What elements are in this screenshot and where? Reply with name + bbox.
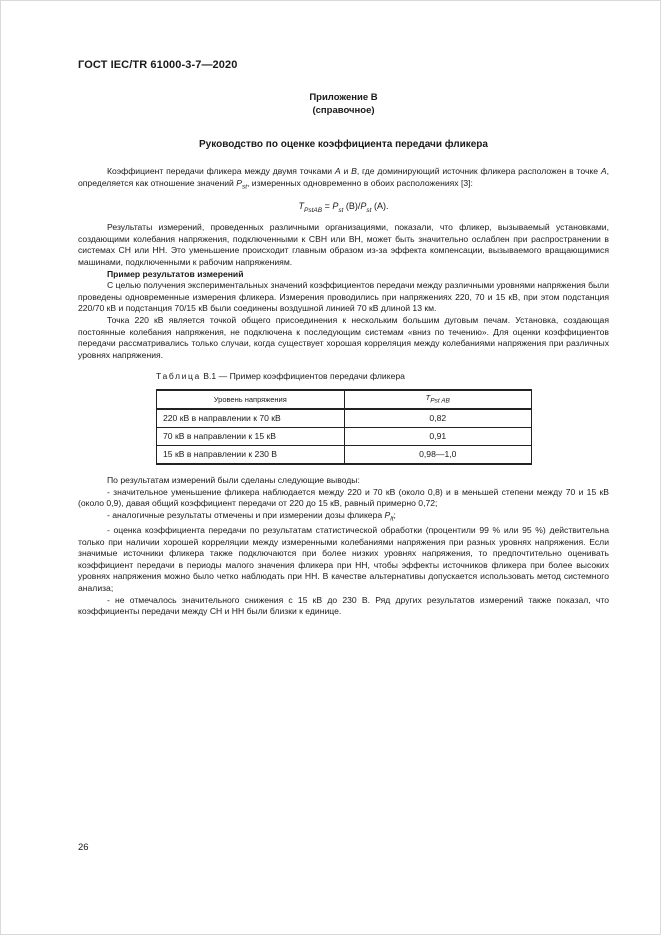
cell-voltage-level: 220 кВ в направлении к 70 кВ xyxy=(157,409,345,428)
table-caption: Таблица B.1 — Пример коэффициентов передачи фликера xyxy=(156,371,405,382)
table-row xyxy=(157,446,532,465)
cell-coefficient: 0,98—1,0 xyxy=(344,446,531,465)
section-title: Руководство по оценке коэффициента передачи фликера xyxy=(199,139,488,150)
example-heading: Пример результатов измерений xyxy=(107,268,244,279)
example-paragraph-2: Точка 220 кВ является точкой общего присоединения к нескольким большим дуговым печам. Установка, создающая постоянные колебания напряжения, не подключена к последующим системам «вниз по течению». Для оценки коэффициентов передачи рассматривались только случаи, когда существует хорошая корреляция между колебаниями напряжения при различных уровнях напряжения. xyxy=(78,315,609,360)
table-header-row xyxy=(157,390,532,409)
conclusion-item: - оценка коэффициента передачи по результатам статистической обработки (процентили 99 % или 95 %) действительна только при наличии хорошей корреляции между измеренными колебаниями напряжения при разных уровнях напряжения. Если значимые источники фликера также подключаются при более низких уровнях напряжения, то предпочтительно оценивать коэффициент передачи в периоды малого значения фликера при НН, чтобы эффекты источников фликера при более высоких уровнях напряжения можно было четко наблюдать при НН. В качестве альтернативы допускается использовать метод системного анализа; xyxy=(78,525,609,594)
transfer-coefficient-table xyxy=(156,389,532,465)
cell-voltage-level: 15 кВ в направлении к 230 В xyxy=(157,446,345,465)
document-body xyxy=(78,166,609,618)
page-number: 26 xyxy=(78,842,89,853)
table-row xyxy=(157,409,532,428)
cell-coefficient: 0,82 xyxy=(344,409,531,428)
column-header-coefficient: $T_{Pst AB}$ xyxy=(344,390,531,409)
appendix-title: Приложение B xyxy=(309,92,378,103)
conclusion-item: - аналогичные результаты отмечены и при измерении дозы фликера $P_{lt}$; xyxy=(107,509,396,523)
conclusions-intro: По результатам измерений были сделаны следующие выводы: xyxy=(107,475,360,486)
results-paragraph: Результаты измерений, проведенных различными организациями, показали, что фликер, вызываемый установками, создающими колебания напряжения, подключенными к СВН или ВН, может быть значительно ослаблен при распространении в системах СН или НН. Это уменьшение происходит главным образом из-за эффекта компенсации, вызываемого вращающимися машинами, подключенными к рабочим напряжениям. xyxy=(78,222,609,268)
intro-paragraph: Коэффициент передачи фликера между двумя точками A и B, где доминирующий источник фликера расположен в точке A, определяется как отношение значений $P_{st}$, измеренных одновременно в обоих расположениях [3]: xyxy=(78,166,609,191)
cell-voltage-level: 70 кВ в направлении к 15 кВ xyxy=(157,428,345,446)
appendix-heading xyxy=(78,91,609,117)
conclusion-item: - значительное уменьшение фликера наблюдается между 220 и 70 кВ (около 0,8) и в меньшей степени между 70 и 15 кВ (около 0,9), давая общий коэффициент передачи от 220 до 15 кВ, равный примерно 0,72; xyxy=(78,486,609,509)
conclusions xyxy=(78,475,609,618)
transfer-coefficient-formula: $T_{PstAB} = P_{st}$ $(B)/P_{st}$ (A). xyxy=(298,200,389,214)
appendix-subtitle: (справочное) xyxy=(312,105,375,116)
table-row xyxy=(157,428,532,446)
conclusion-item: - не отмечалось значительного снижения с 15 кВ до 230 В. Ряд других результатов измерений также показал, что коэффициенты передачи между СН и НН были близки к единице. xyxy=(78,594,609,617)
example-paragraph-1: С целью получения экспериментальных значений коэффициентов передачи между различными уровнями напряжения были проведены одновременные измерения фликера. Измерения проводились при напряжениях 220, 70 и 15 кВ, при этом подстанция 220/70 кВ и подстанция 70/15 кВ были соединены воздушной линией 70 кВ длиной 13 км. xyxy=(78,280,609,314)
column-header-voltage-level: Уровень напряжения xyxy=(157,390,345,409)
cell-coefficient: 0,91 xyxy=(344,428,531,446)
document-header: ГОСТ IEC/TR 61000-3-7—2020 xyxy=(78,59,238,71)
